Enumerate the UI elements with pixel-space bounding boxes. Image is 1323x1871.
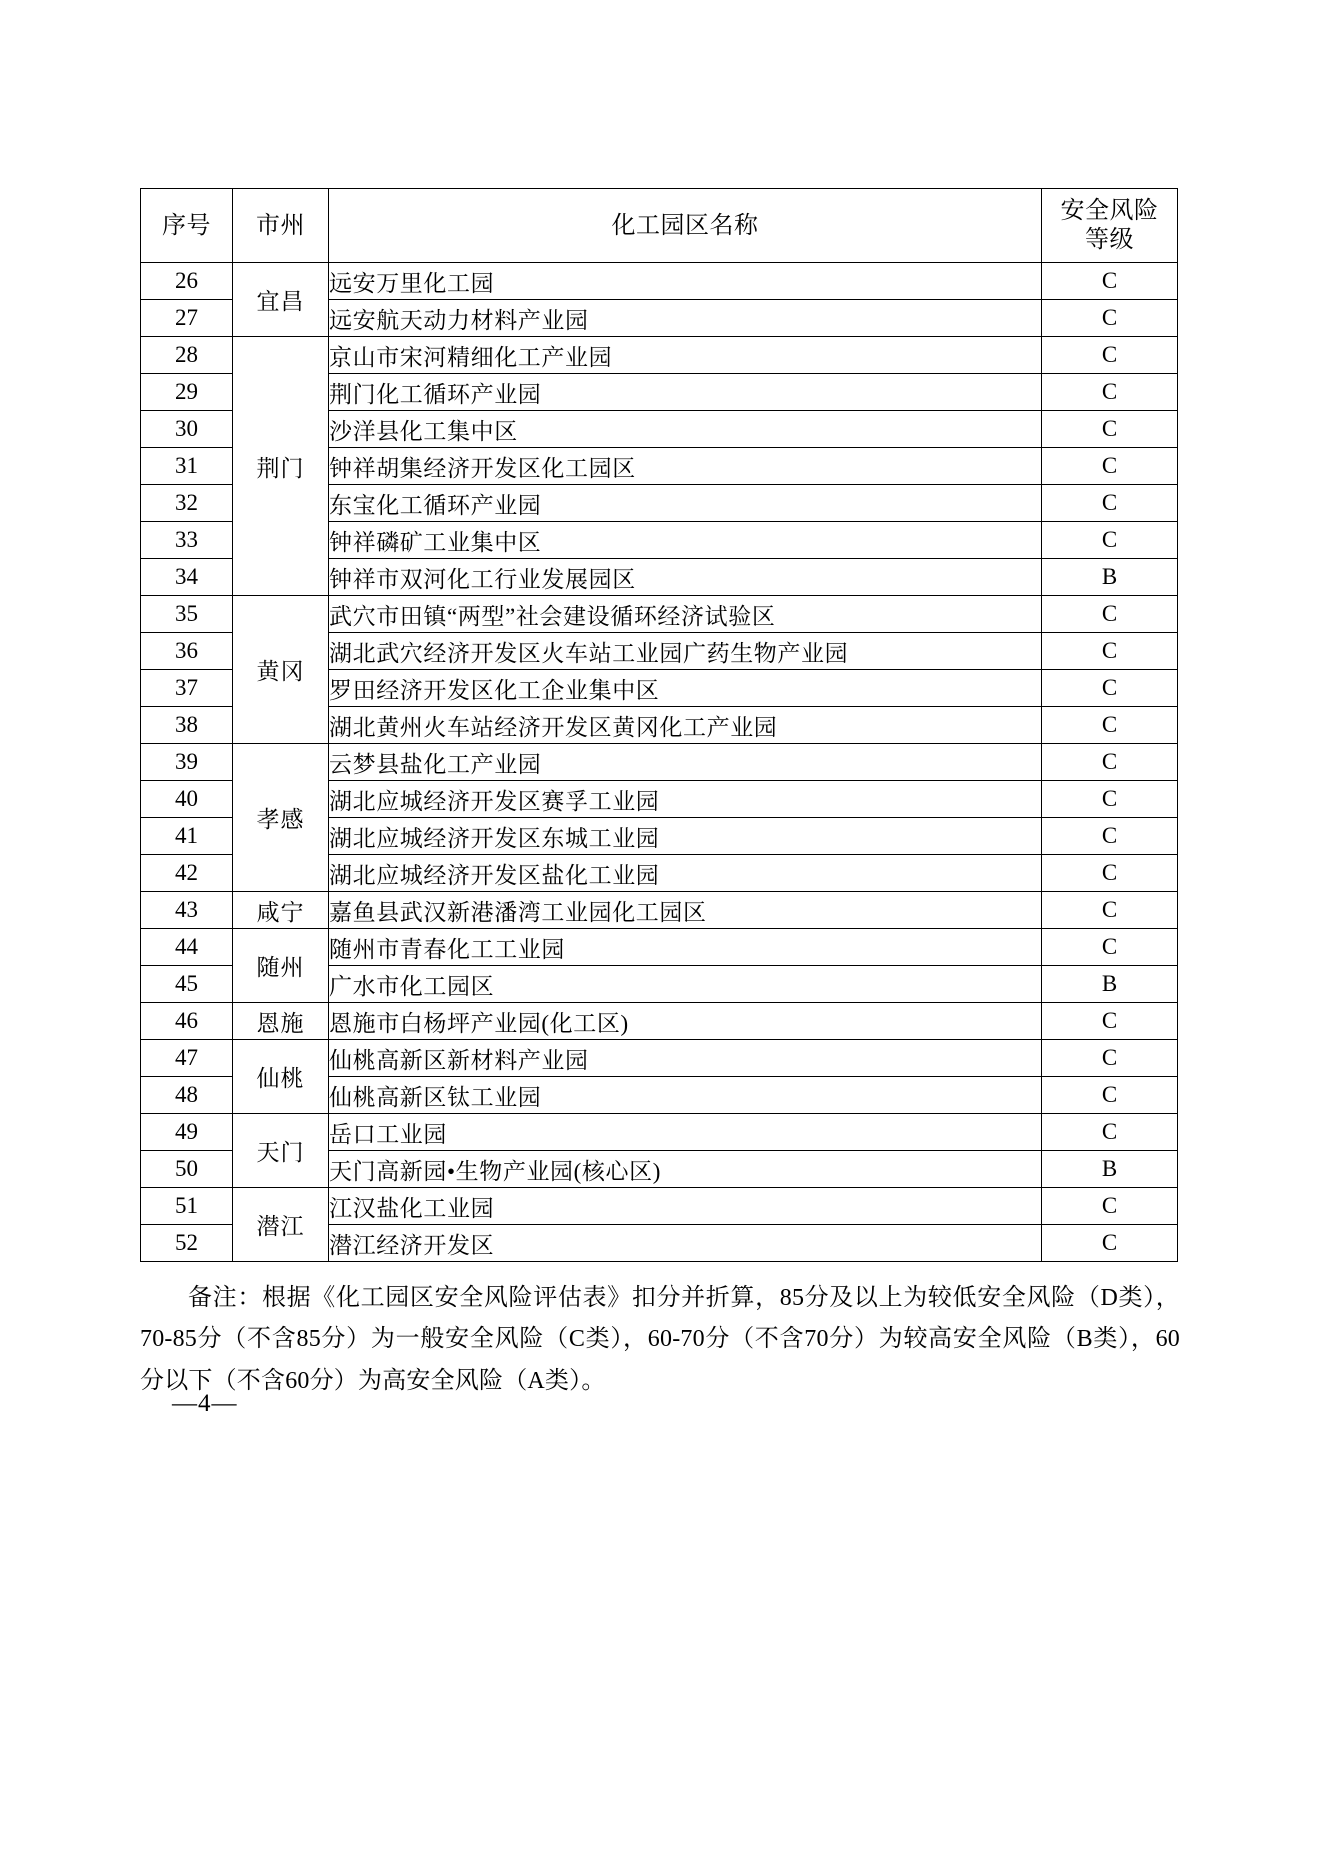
cell-sequence: 39 xyxy=(141,744,233,781)
cell-park-name: 嘉鱼县武汉新港潘湾工业园化工园区 xyxy=(329,892,1042,929)
cell-sequence: 43 xyxy=(141,892,233,929)
cell-risk-level: C xyxy=(1042,1077,1178,1114)
cell-park-name: 仙桃高新区钛工业园 xyxy=(329,1077,1042,1114)
cell-risk-level: C xyxy=(1042,448,1178,485)
cell-sequence: 40 xyxy=(141,781,233,818)
cell-sequence: 44 xyxy=(141,929,233,966)
cell-park-name: 钟祥胡集经济开发区化工园区 xyxy=(329,448,1042,485)
table-row xyxy=(141,596,1178,633)
cell-park-name: 武穴市田镇“两型”社会建设循环经济试验区 xyxy=(329,596,1042,633)
cell-park-name: 云梦县盐化工产业园 xyxy=(329,744,1042,781)
cell-sequence: 42 xyxy=(141,855,233,892)
column-header-park-name: 化工园区名称 xyxy=(329,189,1042,263)
cell-park-name: 广水市化工园区 xyxy=(329,966,1042,1003)
cell-park-name: 钟祥市双河化工行业发展园区 xyxy=(329,559,1042,596)
cell-risk-level: C xyxy=(1042,892,1178,929)
cell-park-name: 仙桃高新区新材料产业园 xyxy=(329,1040,1042,1077)
table-row xyxy=(141,1114,1178,1151)
table-row xyxy=(141,1040,1178,1077)
cell-risk-level: C xyxy=(1042,485,1178,522)
cell-city: 孝感 xyxy=(233,744,329,892)
cell-sequence: 51 xyxy=(141,1188,233,1225)
cell-city: 仙桃 xyxy=(233,1040,329,1114)
cell-sequence: 29 xyxy=(141,374,233,411)
cell-sequence: 33 xyxy=(141,522,233,559)
chemical-park-risk-table-container xyxy=(140,188,1177,1262)
cell-risk-level: C xyxy=(1042,707,1178,744)
cell-park-name: 湖北应城经济开发区盐化工业园 xyxy=(329,855,1042,892)
cell-sequence: 37 xyxy=(141,670,233,707)
cell-risk-level: C xyxy=(1042,522,1178,559)
cell-risk-level: B xyxy=(1042,966,1178,1003)
column-header-city: 市州 xyxy=(233,189,329,263)
table-header-row xyxy=(141,189,1178,263)
table-row xyxy=(141,1188,1178,1225)
cell-city: 恩施 xyxy=(233,1003,329,1040)
column-header-risk-level xyxy=(1042,189,1178,263)
cell-risk-level: C xyxy=(1042,855,1178,892)
cell-risk-level: C xyxy=(1042,929,1178,966)
cell-city: 潜江 xyxy=(233,1188,329,1262)
cell-sequence: 41 xyxy=(141,818,233,855)
cell-risk-level: C xyxy=(1042,300,1178,337)
cell-sequence: 35 xyxy=(141,596,233,633)
table-row xyxy=(141,337,1178,374)
cell-risk-level: C xyxy=(1042,818,1178,855)
cell-park-name: 沙洋县化工集中区 xyxy=(329,411,1042,448)
cell-sequence: 46 xyxy=(141,1003,233,1040)
cell-park-name: 随州市青春化工工业园 xyxy=(329,929,1042,966)
cell-park-name: 湖北应城经济开发区赛孚工业园 xyxy=(329,781,1042,818)
cell-risk-level: C xyxy=(1042,744,1178,781)
cell-sequence: 36 xyxy=(141,633,233,670)
cell-risk-level: C xyxy=(1042,670,1178,707)
cell-park-name: 岳口工业园 xyxy=(329,1114,1042,1151)
risk-header-line-2: 等级 xyxy=(1085,225,1134,253)
page-number: —4— xyxy=(172,1390,238,1417)
cell-city: 随州 xyxy=(233,929,329,1003)
cell-sequence: 32 xyxy=(141,485,233,522)
cell-risk-level: C xyxy=(1042,781,1178,818)
cell-city: 咸宁 xyxy=(233,892,329,929)
cell-sequence: 26 xyxy=(141,263,233,300)
cell-city: 宜昌 xyxy=(233,263,329,337)
cell-risk-level: C xyxy=(1042,1003,1178,1040)
cell-city: 天门 xyxy=(233,1114,329,1188)
cell-risk-level: C xyxy=(1042,1188,1178,1225)
table-footnote xyxy=(140,1278,1180,1402)
cell-park-name: 湖北应城经济开发区东城工业园 xyxy=(329,818,1042,855)
cell-park-name: 湖北黄州火车站经济开发区黄冈化工产业园 xyxy=(329,707,1042,744)
cell-risk-level: C xyxy=(1042,374,1178,411)
table-row xyxy=(141,892,1178,929)
cell-sequence: 49 xyxy=(141,1114,233,1151)
cell-park-name: 江汉盐化工业园 xyxy=(329,1188,1042,1225)
chemical-park-risk-table xyxy=(140,188,1178,1262)
cell-sequence: 48 xyxy=(141,1077,233,1114)
cell-risk-level: C xyxy=(1042,596,1178,633)
cell-sequence: 34 xyxy=(141,559,233,596)
cell-risk-level: C xyxy=(1042,633,1178,670)
cell-risk-level: C xyxy=(1042,337,1178,374)
table-header xyxy=(141,189,1178,263)
cell-risk-level: C xyxy=(1042,1040,1178,1077)
cell-city: 荆门 xyxy=(233,337,329,596)
footnote-text: 备注：根据《化工园区安全风险评估表》扣分并折算，85分及以上为较低安全风险（D类），70-85分（不含85分）为一般安全风险（C类），60-70分（不含70分）为较高安全风险（B类），60分以下（不含60分）为高安全风险（A类）。 xyxy=(140,1285,1180,1394)
column-header-sequence: 序号 xyxy=(141,189,233,263)
risk-header-line-1: 安全风险 xyxy=(1060,196,1159,224)
cell-sequence: 38 xyxy=(141,707,233,744)
cell-park-name: 湖北武穴经济开发区火车站工业园广药生物产业园 xyxy=(329,633,1042,670)
cell-sequence: 31 xyxy=(141,448,233,485)
cell-park-name: 潜江经济开发区 xyxy=(329,1225,1042,1262)
cell-sequence: 30 xyxy=(141,411,233,448)
cell-park-name: 东宝化工循环产业园 xyxy=(329,485,1042,522)
table-row xyxy=(141,1003,1178,1040)
cell-risk-level: C xyxy=(1042,1114,1178,1151)
cell-park-name: 天门高新园•生物产业园(核心区) xyxy=(329,1151,1042,1188)
cell-sequence: 28 xyxy=(141,337,233,374)
cell-sequence: 45 xyxy=(141,966,233,1003)
cell-risk-level: C xyxy=(1042,411,1178,448)
table-row xyxy=(141,929,1178,966)
cell-park-name: 远安万里化工园 xyxy=(329,263,1042,300)
cell-sequence: 52 xyxy=(141,1225,233,1262)
cell-risk-level: C xyxy=(1042,1225,1178,1262)
cell-risk-level: C xyxy=(1042,263,1178,300)
table-row xyxy=(141,263,1178,300)
cell-park-name: 恩施市白杨坪产业园(化工区) xyxy=(329,1003,1042,1040)
cell-sequence: 47 xyxy=(141,1040,233,1077)
cell-risk-level: B xyxy=(1042,1151,1178,1188)
cell-park-name: 京山市宋河精细化工产业园 xyxy=(329,337,1042,374)
table-row xyxy=(141,744,1178,781)
cell-park-name: 钟祥磷矿工业集中区 xyxy=(329,522,1042,559)
cell-sequence: 50 xyxy=(141,1151,233,1188)
cell-park-name: 远安航天动力材料产业园 xyxy=(329,300,1042,337)
cell-sequence: 27 xyxy=(141,300,233,337)
cell-park-name: 罗田经济开发区化工企业集中区 xyxy=(329,670,1042,707)
cell-city: 黄冈 xyxy=(233,596,329,744)
table-body xyxy=(141,263,1178,1262)
cell-risk-level: B xyxy=(1042,559,1178,596)
cell-park-name: 荆门化工循环产业园 xyxy=(329,374,1042,411)
